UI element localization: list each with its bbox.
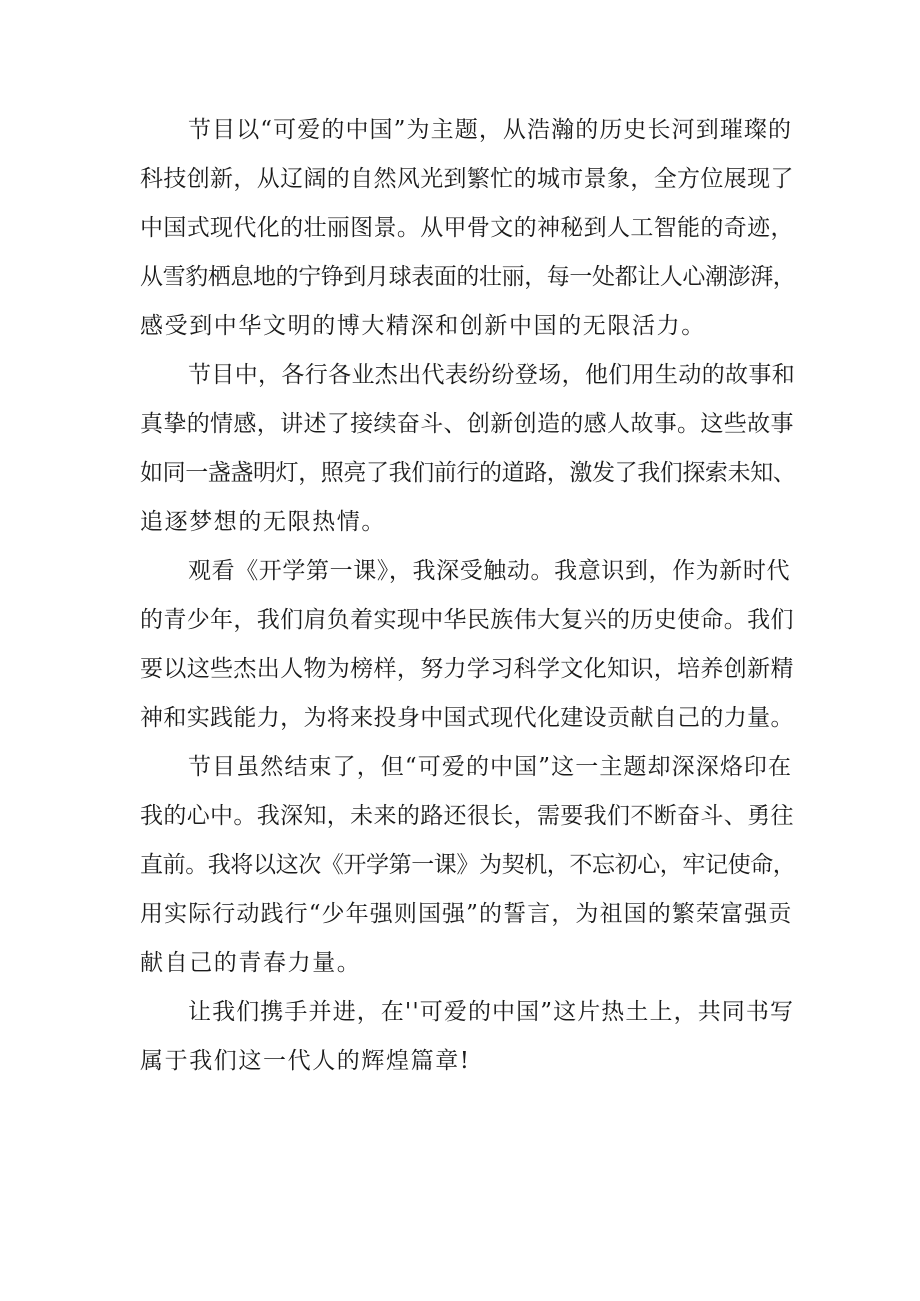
paragraph-4 — [140, 743, 796, 988]
text-line: 观看《开学第一课》，我深受触动。我意识到，作为新时代 — [188, 558, 791, 584]
article-body — [140, 106, 796, 1086]
paragraph-3 — [140, 547, 796, 743]
paragraph-1 — [140, 106, 796, 351]
text-line: 让我们携手并进，在''可爱的中国”这片热土上，共同书写 — [188, 999, 795, 1025]
text-line: 感受到中华文明的博大精深和创新中国的无限活力。 — [140, 313, 706, 339]
text-line: 直前。我将以这次《开学第一课》为契机，不忘初心，牢记使命， — [140, 852, 796, 878]
text-line: 要以这些杰出人物为榜样，努力学习科学文化知识，培养创新精 — [140, 656, 794, 682]
paragraph-2 — [140, 351, 796, 547]
text-line: 用实际行动践行“少年强则国强”的誓言，为祖国的繁荣富强贡 — [140, 901, 793, 927]
text-line: 属于我们这一代人的辉煌篇章! — [140, 1048, 471, 1074]
text-line: 科技创新，从辽阔的自然风光到繁忙的城市景象，全方位展现了 — [140, 166, 794, 192]
text-line: 追逐梦想的无限热情。 — [140, 509, 386, 535]
text-line: 神和实践能力，为将来投身中国式现代化建设贡献自己的力量。 — [140, 705, 794, 731]
text-line: 如同一盏盏明灯，照亮了我们前行的道路，激发了我们探索未知、 — [140, 460, 796, 486]
text-line: 的青少年，我们肩负着实现中华民族伟大复兴的历史使命。我们 — [140, 607, 794, 633]
text-line: 中国式现代化的壮丽图景。从甲骨文的神秘到人工智能的奇迹， — [140, 215, 794, 241]
text-line: 节目中，各行各业杰出代表纷纷登场，他们用生动的故事和 — [188, 362, 796, 388]
paragraph-5 — [140, 988, 796, 1086]
text-line: 真挚的情感，讲述了接续奋斗、创新创造的感人故事。这些故事 — [140, 411, 794, 437]
text-line: 节目以“可爱的中国”为主题，从浩瀚的历史长河到璀璨的 — [188, 117, 793, 143]
text-line: 节目虽然结束了，但“可爱的中国”这一主题却深深烙印在 — [188, 754, 793, 780]
text-line: 从雪豹栖息地的宁铮到月球表面的壮丽，每一处都让人心潮澎湃， — [140, 264, 796, 290]
text-line: 我的心中。我深知，未来的路还很长，需要我们不断奋斗、勇往 — [140, 803, 794, 829]
text-line: 献自己的青春力量。 — [140, 950, 362, 976]
